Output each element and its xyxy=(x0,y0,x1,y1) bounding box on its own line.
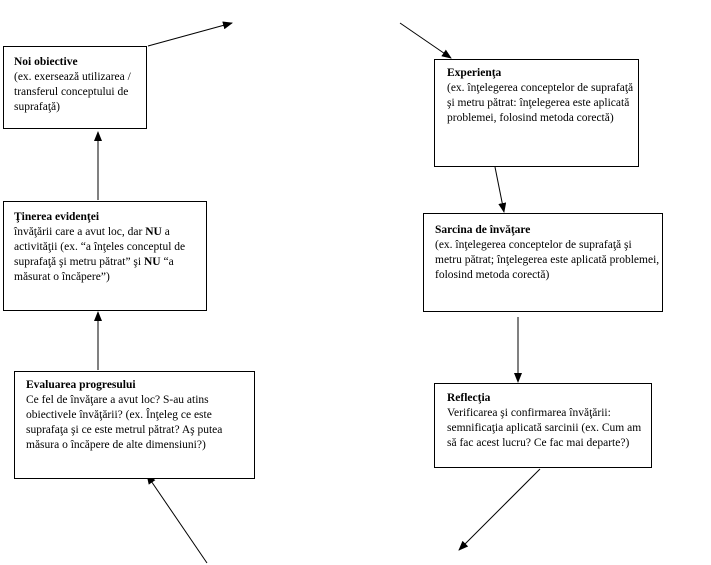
tinerea-evidentei-title: Ţinerea evidenţei xyxy=(14,211,100,223)
box-experienta xyxy=(434,59,639,167)
noi-obiective-title: Noi obiective xyxy=(14,56,78,68)
box-reflectia xyxy=(434,383,652,468)
box-noi-obiective xyxy=(3,46,147,129)
sarcina-de-invatare-title: Sarcina de învăţare xyxy=(435,224,531,236)
experienta-title: Experienţa xyxy=(447,67,502,79)
arrow-reflectia-to-bottom xyxy=(459,469,540,550)
box-evaluarea-progresului xyxy=(14,371,255,479)
nu-emphasis: NU xyxy=(143,256,161,268)
noi-obiective-text: (ex. exersează utilizarea / transferul conceptului de suprafaţă) xyxy=(14,71,131,113)
experienta-text: (ex. înţelegerea conceptelor de suprafaţă şi metru pătrat: înţelegerea este aplicată problemei, folosind metoda corectă) xyxy=(447,82,634,124)
reflectia-title: Reflecţia xyxy=(447,392,491,404)
box-tinerea-evidentei xyxy=(3,201,207,311)
arrow-noi-obiective-to-top xyxy=(148,23,232,46)
evaluarea-progresului-text: Ce fel de învăţare a avut loc? S-au atins obiectivele învăţării? (ex. Înţeleg ce este suprafaţa şi ce este metrul pătrat? Aş putea măsura o încăpere de alte dimensiuni?) xyxy=(26,394,223,451)
box-sarcina-de-invatare xyxy=(423,213,663,312)
evaluarea-progresului-title: Evaluarea progresului xyxy=(26,379,136,391)
nu-emphasis: NU xyxy=(145,226,162,238)
arrow-experienta-to-sarcina xyxy=(495,167,504,212)
tinerea-evidentei-text: învăţării care a avut loc, dar NU a activităţii (ex. “a înţeles conceptul de suprafaţă şi metru pătrat” şi NU “a măsurat o încăpere”) xyxy=(14,226,186,283)
arrow-bottom-to-evaluarea xyxy=(147,475,207,563)
reflectia-text: Verificarea şi confirmarea învăţării: semnificaţia aplicată sarcinii (ex. Cum am să fac acest lucru? Ce fac mai departe?) xyxy=(447,407,642,449)
arrow-top-to-experienta xyxy=(400,23,451,58)
sarcina-de-invatare-text: (ex. înţelegerea conceptelor de suprafaţă şi metru pătrat; înţelegerea este aplicată problemei, folosind metoda corectă) xyxy=(435,239,660,281)
